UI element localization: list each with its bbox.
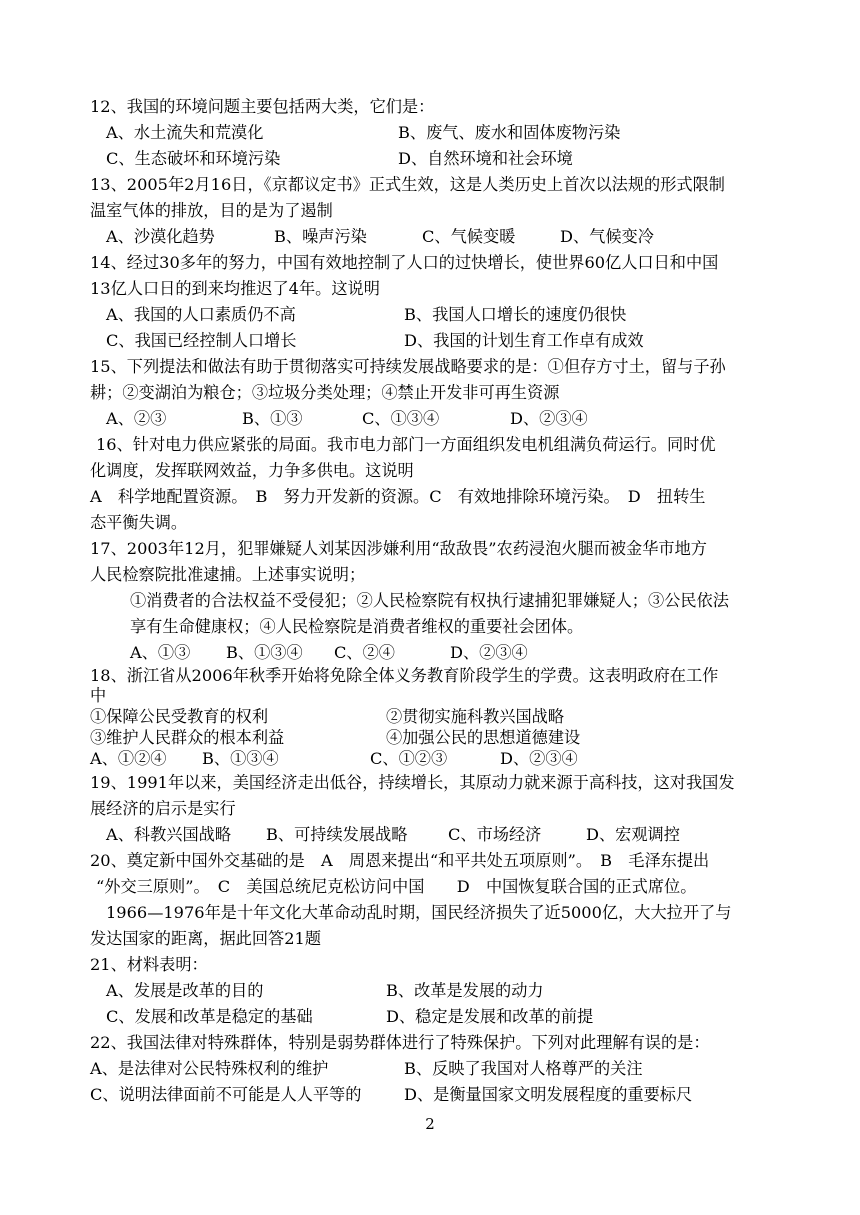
q14-option-a: A、我国的人口素质仍不高	[106, 305, 296, 324]
question-13-line1: 13、2005年2月16日，《京都议定书》正式生效，这是人类历史上首次以法规的形式限制	[90, 175, 725, 194]
q17-option-b: B、①③④	[226, 643, 303, 662]
q21-option-c: C、发展和改革是稳定的基础	[106, 1007, 313, 1026]
page-number: 2	[425, 1115, 435, 1133]
q17-option-d: D、②③④	[450, 643, 528, 662]
q19-option-c: C、市场经济	[448, 825, 542, 844]
question-19-line1: 19、1991年以来，美国经济走出低谷，持续增长，其原动力就来源于高科技，这对我国发	[90, 773, 735, 792]
question-16-line1: 16、针对电力供应紧张的局面。我市电力部门一方面组织发电机组满负荷运行。同时优	[96, 435, 716, 454]
question-17-line1: 17、2003年12月，犯罪嫌疑人刘某因涉嫌利用“敌敌畏”农药浸泡火腿而被金华市地方	[90, 539, 707, 558]
q18-statement-1: ①保障公民受教育的权利	[90, 707, 269, 726]
q18-statement-4: ④加强公民的思想道德建设	[386, 728, 581, 747]
question-12: 12、我国的环境问题主要包括两大类，它们是：	[90, 97, 435, 116]
q12-option-a: A、水土流失和荒漠化	[106, 123, 264, 142]
q16-options-cont: 态平衡失调。	[90, 513, 188, 532]
q17-option-c: C、②④	[334, 643, 395, 662]
q21-option-a: A、发展是改革的目的	[106, 981, 264, 1000]
question-16-line2: 化调度，发挥联网效益，力争多供电。这说明	[90, 461, 414, 480]
q12-option-d: D、自然环境和社会环境	[398, 149, 573, 168]
q12-option-c: C、生态破坏和环境污染	[106, 149, 281, 168]
question-18-line1: 18、浙江省从2006年秋季开始将免除全体义务教育阶段学生的学费。这表明政府在工作	[90, 666, 719, 685]
q22-option-b: B、反映了我国对人格尊严的关注	[404, 1059, 643, 1078]
question-20-line1: 20、奠定新中国外交基础的是 A 周恩来提出“和平共处五项原则”。 B 毛泽东提出	[90, 851, 710, 870]
question-14-line2: 13亿人口日的到来均推迟了4年。这说明	[90, 279, 380, 298]
q16-options: A 科学地配置资源。 B 努力开发新的资源。C 有效地排除环境污染。 D 扭转生	[90, 487, 706, 506]
material-line1: 1966—1976年是十年文化大革命动乱时期，国民经济损失了近5000亿，大大拉开了与	[106, 903, 732, 922]
q21-option-b: B、改革是发展的动力	[386, 981, 544, 1000]
q15-option-d: D、②③④	[510, 409, 588, 428]
q19-option-d: D、宏观调控	[586, 825, 680, 844]
question-17-line3: ①消费者的合法权益不受侵犯；②人民检察院有权执行逮捕犯罪嫌疑人；③公民依法	[130, 591, 729, 610]
q13-option-d: D、气候变冷	[560, 227, 654, 246]
q22-option-d: D、是衡量国家文明发展程度的重要标尺	[404, 1085, 693, 1104]
q15-option-b: B、①③	[242, 409, 303, 428]
q18-option-d: D、②③④	[500, 749, 578, 768]
q18-option-c: C、①②③	[370, 749, 448, 768]
q14-option-d: D、我国的计划生育工作卓有成效	[404, 331, 644, 350]
question-14-line1: 14、经过30多年的努力，中国有效地控制了人口的过快增长，使世界60亿人口日和中国	[90, 253, 719, 272]
q19-option-a: A、科教兴国战略	[106, 825, 232, 844]
q15-option-a: A、②③	[106, 409, 167, 428]
question-20-line2: “外交三原则”。 C 美国总统尼克松访问中国 D 中国恢复联合国的正式席位。	[96, 877, 697, 896]
q12-option-b: B、废气、废水和固体废物污染	[398, 123, 621, 142]
question-18-line2: 中	[90, 686, 107, 705]
q15-option-c: C、①③④	[362, 409, 440, 428]
question-15-line1: 15、下列提法和做法有助于贯彻落实可持续发展战略要求的是：①但存方寸土，留与子孙	[90, 357, 726, 376]
question-19-line2: 展经济的启示是实行	[90, 799, 236, 818]
q13-option-b: B、噪声污染	[274, 227, 367, 246]
q22-option-a: A、是法律对公民特殊权利的维护	[90, 1059, 329, 1078]
material-line2: 发达国家的距离，据此回答21题	[90, 929, 322, 948]
question-15-line2: 耕；②变湖泊为粮仓；③垃圾分类处理；④禁止开发非可再生资源	[90, 383, 560, 402]
q22-option-c: C、说明法律面前不可能是人人平等的	[90, 1085, 362, 1104]
q18-statement-2: ②贯彻实施科教兴国战略	[386, 707, 565, 726]
q19-option-b: B、可持续发展战略	[266, 825, 408, 844]
q18-option-b: B、①③④	[202, 749, 279, 768]
q14-option-c: C、我国已经控制人口增长	[106, 331, 297, 350]
question-13-line2: 温室气体的排放，目的是为了遏制	[90, 201, 333, 220]
q14-option-b: B、我国人口增长的速度仍很快	[404, 305, 627, 324]
question-22: 22、我国法律对特殊群体，特别是弱势群体进行了特殊保护。下列对此理解有误的是：	[90, 1033, 710, 1052]
question-17-line2: 人民检察院批准逮捕。上述事实说明；	[90, 565, 366, 584]
q13-option-c: C、气候变暖	[422, 227, 516, 246]
q21-option-d: D、稳定是发展和改革的前提	[386, 1007, 594, 1026]
question-21: 21、材料表明：	[90, 955, 208, 974]
question-17-line4: 享有生命健康权；④人民检察院是消费者维权的重要社会团体。	[130, 617, 584, 636]
q18-option-a: A、①②④	[90, 749, 167, 768]
q17-option-a: A、①③	[130, 643, 191, 662]
q13-option-a: A、沙漠化趋势	[106, 227, 215, 246]
q18-statement-3: ③维护人民群众的根本利益	[90, 728, 285, 747]
